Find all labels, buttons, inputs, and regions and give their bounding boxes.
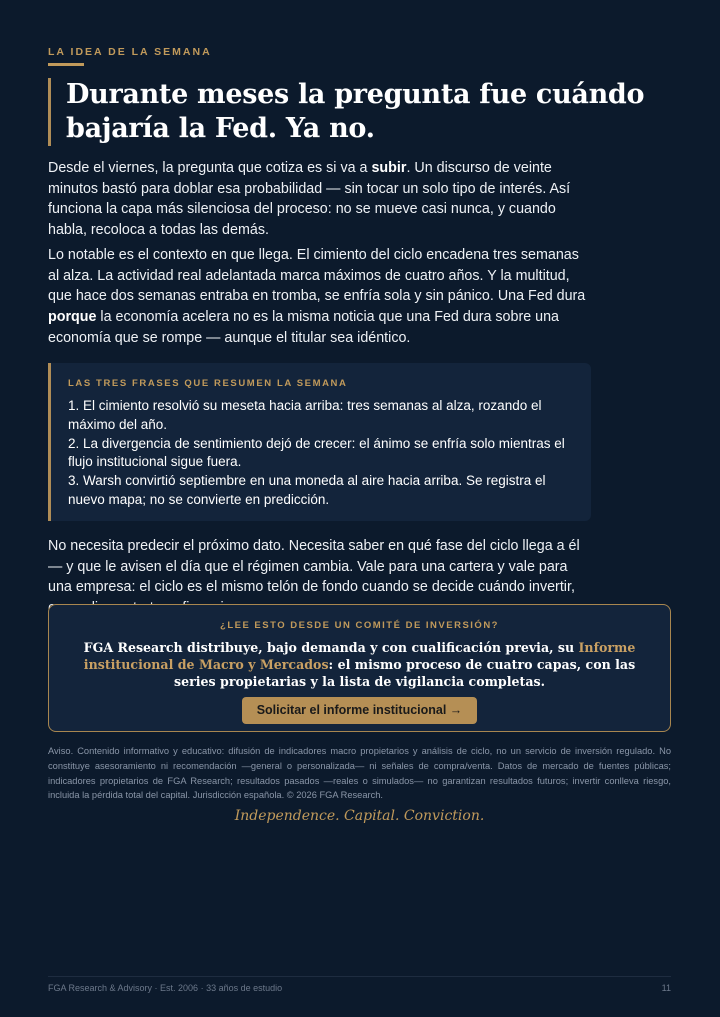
list-item: 2. La divergencia de sentimiento dejó de crecer: el ánimo se enfría solo mientras el flujo institucional sigue fuera. bbox=[68, 435, 565, 470]
report-name-link[interactable]: Informe institucional de Macro y Mercados bbox=[83, 640, 636, 672]
legal-disclaimer: Aviso. Contenido informativo y educativo: difusión de indicadores macro propietarios y análisis de ciclo, no un servicio de inversión regulado. No constituye asesoramiento ni recomendación —general o personalizada— ni señales de compra/venta. Datos de mercado de fuentes públicas; indicadores propietarios de FGA Research; resultados pasados —reales o simulados— no garantizan resultados futuros; invertir conlleva riesgo, incluida la pérdida total del capital. Jurisdicción española. © 2026 FGA Research. bbox=[48, 746, 671, 801]
summary-callout bbox=[48, 363, 591, 521]
emphasis-text: subir bbox=[371, 160, 407, 176]
cta-text-part: : el mismo proceso de cuatro capas, con las series propietarias y la lista de vigilancia completas. bbox=[174, 657, 636, 689]
context-paragraph bbox=[48, 245, 593, 349]
footer-brand: FGA Research & Advisory · Est. 2006 · 33 años de estudio bbox=[48, 983, 283, 993]
headline-block bbox=[48, 78, 666, 146]
cta-text bbox=[65, 639, 655, 690]
paragraph-text: . Un discurso de veinte minutos bastó para doblar esa probabilidad — sin tocar un solo tipo de interés. Así funciona la capa más silenciosa del proceso: no se mueve casi nunca, y cuando habla, recoloca a todas las demás. bbox=[48, 160, 571, 239]
page-number: 11 bbox=[661, 983, 671, 993]
cta-kicker: ¿LEE ESTO DESDE UN COMITÉ DE INVERSIÓN? bbox=[220, 620, 499, 631]
paragraph-text: Desde el viernes, la pregunta que cotiza es si va a bbox=[48, 160, 372, 176]
paragraph-text: la economía acelera no es la misma noticia que una Fed dura sobre una economía que se rompe — aunque el titular sea idéntico. bbox=[48, 309, 559, 346]
callout-list bbox=[68, 397, 573, 510]
page-title: Durante meses la pregunta fue cuándo bajaría la Fed. Ya no. bbox=[66, 79, 645, 144]
callout-title: LAS TRES FRASES QUE RESUMEN LA SEMANA bbox=[68, 378, 348, 389]
intro-paragraph bbox=[48, 158, 593, 241]
brand-motto: Independence. Capital. Conviction. bbox=[234, 808, 485, 824]
emphasis-text: porque bbox=[48, 309, 97, 326]
kicker-divider bbox=[48, 63, 84, 66]
section-kicker: LA IDEA DE LA SEMANA bbox=[48, 46, 212, 58]
list-item: 1. El cimiento resolvió su meseta hacia arriba: tres semanas al alza, rozando el máximo del año. bbox=[68, 398, 542, 432]
request-report-button[interactable]: Solicitar el informe institucional → bbox=[242, 697, 478, 724]
cta-text-part: FGA Research distribuye, bajo demanda y con cualificación previa, su bbox=[83, 640, 579, 655]
paragraph-text: Lo notable es el contexto en que llega. El cimiento del ciclo encadena tres semanas al alza. La actividad real adelantada marca máximos de cuatro años. Y la multitud, que hace dos semanas entraba en tromba, se enfría sola y sin pánico. Una Fed dura bbox=[48, 247, 586, 305]
closing-paragraph: No necesita predecir el próximo dato. Necesita saber en qué fase del ciclo llega a él — y que le avisen el día que el régimen cambia. Vale para una cartera y vale para una empresa: el ciclo es el mismo telón de fondo cuando se decide cuándo invertir, bbox=[48, 538, 580, 596]
footer-divider bbox=[48, 976, 671, 977]
institutional-report-cta bbox=[48, 604, 671, 732]
list-item: 3. Warsh convirtió septiembre en una moneda al aire hacia arriba. Se registra el nuevo mapa; no se convierte en predicción. bbox=[68, 473, 546, 507]
